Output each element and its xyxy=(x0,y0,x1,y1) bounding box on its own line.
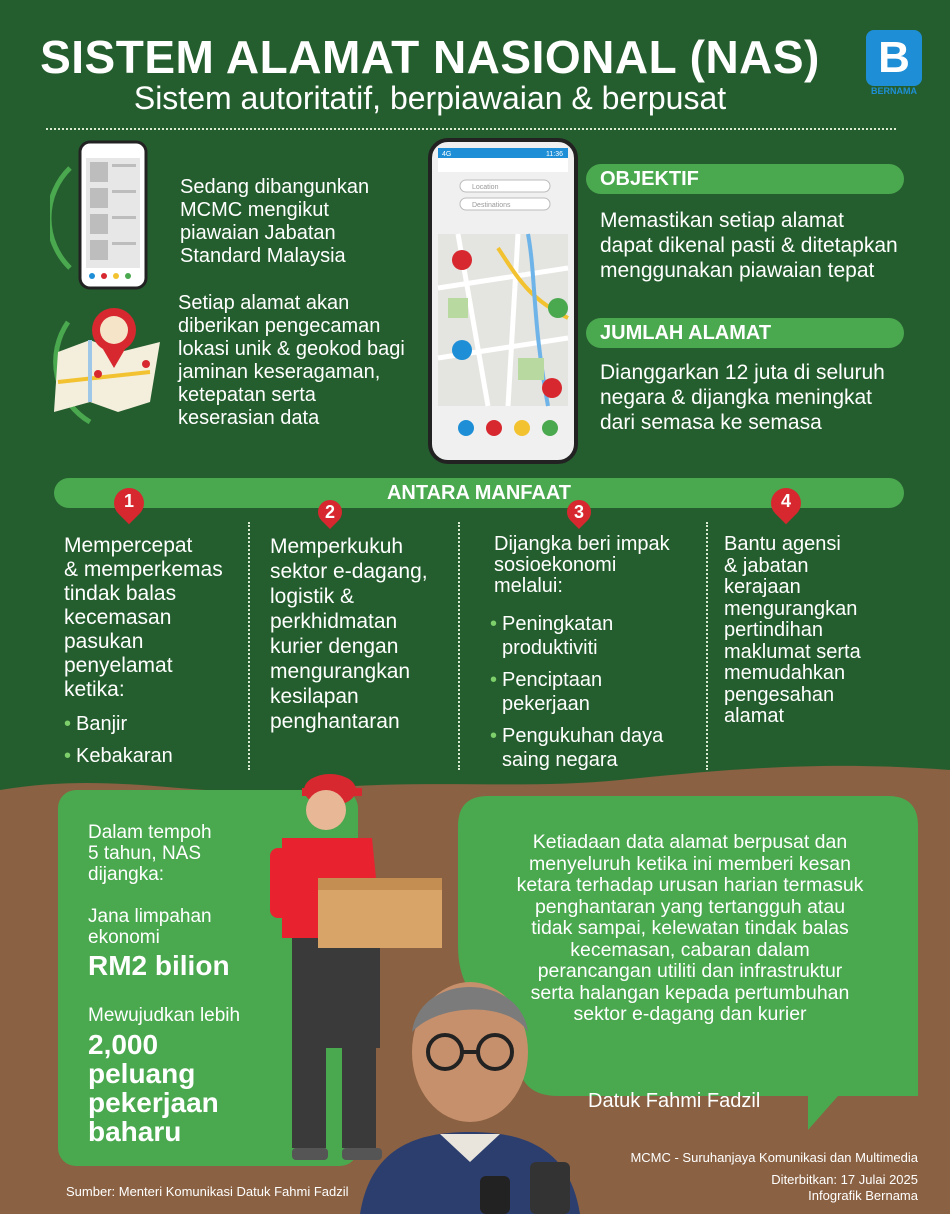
intro-item-2: Setiap alamat akan diberikan pengecaman lokasi unik & geokod bagi jaminan keseragaman, ketepatan serta keserasian data xyxy=(178,292,405,429)
phone-document-icon xyxy=(50,138,170,298)
minister-portrait xyxy=(340,962,600,1214)
phone-location-field: Location xyxy=(472,184,499,191)
benefit-number-2: 2 xyxy=(324,502,335,522)
objektif-heading: OBJEKTIF xyxy=(586,164,904,194)
column-divider-1 xyxy=(248,522,250,770)
benefit-4-text: Bantu agensi & jabatan kerajaan mengurangkan pertindihan maklumat serta memudahkan pengesahan alamat xyxy=(724,533,861,727)
main-title: SISTEM ALAMAT NASIONAL (NAS) xyxy=(40,31,820,83)
phone-map-illustration xyxy=(428,138,578,464)
stats-intro: Dalam tempoh 5 tahun, NAS dijangka: xyxy=(88,822,212,885)
infographic-credit: Infografik Bernama xyxy=(808,1188,918,1203)
benefit-3-text: Dijangka beri impak sosioekonomi melalui: xyxy=(494,533,670,597)
phone-status-network: 4G xyxy=(442,151,452,158)
map-pin-icon xyxy=(50,302,170,428)
stats-item-1-label: Jana limpahan ekonomi xyxy=(88,906,212,948)
benefit-1-bullet-2: • Kebakaran xyxy=(76,744,173,768)
phone-destination-field: Destinations xyxy=(472,202,511,209)
benefit-1-text: Mempercepat & memperkemas tindak balas kecemasan pasukan penyelamat ketika: xyxy=(64,534,223,701)
objektif-text: Memastikan setiap alamat dapat dikenal pasti & ditetapkan menggunakan piawaian tepat xyxy=(600,209,898,282)
source-credit: Sumber: Menteri Komunikasi Datuk Fahmi Fadzil xyxy=(66,1184,349,1199)
quote-author: Datuk Fahmi Fadzil xyxy=(588,1090,761,1112)
benefit-2-text: Memperkukuh sektor e-dagang, logistik & perkhidmatan kurier dengan mengurangkan kesilapan penghantaran xyxy=(270,535,428,733)
benefit-3-bullet-3: • Pengukuhan daya saing negara xyxy=(502,724,663,772)
bernama-logo: B xyxy=(866,30,922,86)
jumlah-alamat-text: Dianggarkan 12 juta di seluruh negara & dijangka meningkat dari semasa ke semasa xyxy=(600,361,885,434)
column-divider-2 xyxy=(458,522,460,770)
stats-item-1-value: RM2 bilion xyxy=(88,950,230,981)
stats-item-2-value: 2,000 peluang pekerjaan baharu xyxy=(88,1029,219,1147)
benefit-number-1: 1 xyxy=(123,491,134,511)
manfaat-heading: ANTARA MANFAAT xyxy=(54,478,904,508)
benefit-number-3: 3 xyxy=(573,502,584,522)
quote-text: Ketiadaan data alamat berpusat dan menyeluruh ketika ini memberi kesan ketara terhadap urusan harian termasuk penghantaran yang tertangguh atau tidak sampai, kelewatan tindak balas kecemasan, cabaran dalam perancangan utiliti dan infrastruktur serta halangan kepada pertumbuhan sektor e-dagang dan kurier xyxy=(516,831,864,1025)
jumlah-alamat-heading: JUMLAH ALAMAT xyxy=(586,318,904,348)
mcmc-note: MCMC - Suruhanjaya Komunikasi dan Multimedia xyxy=(630,1150,918,1165)
benefit-1-bullet-1: • Banjir xyxy=(76,712,127,736)
column-divider-3 xyxy=(706,522,708,770)
benefit-number-4: 4 xyxy=(780,491,791,511)
benefit-3-bullet-2: • Penciptaan pekerjaan xyxy=(502,668,602,716)
phone-status-time: 11:36 xyxy=(546,151,563,158)
subtitle: Sistem autoritatif, berpiawaian & berpusat xyxy=(133,80,727,116)
header-divider xyxy=(46,128,896,130)
benefit-3-bullet-1: • Peningkatan produktiviti xyxy=(502,612,613,660)
intro-item-1: Sedang dibangunkan MCMC mengikut piawaian Jabatan Standard Malaysia xyxy=(180,176,370,267)
bernama-logo-text: BERNAMA xyxy=(871,86,917,96)
stats-item-2-label: Mewujudkan lebih xyxy=(88,1005,241,1026)
published-date: Diterbitkan: 17 Julai 2025 xyxy=(771,1172,918,1187)
